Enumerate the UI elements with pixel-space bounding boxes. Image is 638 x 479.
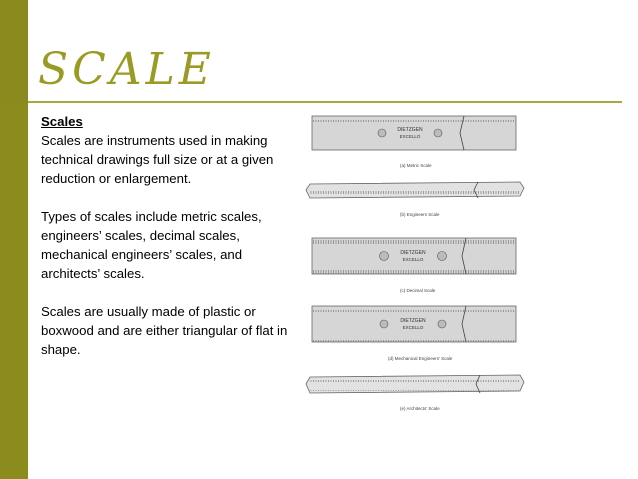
accent-sidebar-top	[0, 0, 28, 102]
figure-caption: (b) Engineers Scale	[400, 212, 440, 217]
slide-body	[41, 112, 291, 378]
body-paragraph-2: Types of scales include metric scales, engineers’ scales, decimal scales, mechanical engineers’ scales, and architects’ scales.	[41, 209, 262, 281]
body-paragraph-3: Scales are usually made of plastic or boxwood and are either triangular of flat in shape.	[41, 304, 288, 357]
slide-title: SCALE	[38, 44, 215, 95]
section-heading: Scales	[41, 114, 83, 129]
engineers-scale-image	[306, 182, 524, 198]
scales-illustration	[288, 110, 538, 420]
figure-caption: (e) Architects' Scale	[400, 406, 440, 411]
brand-label: DIETZGEN	[400, 318, 426, 324]
metric-scale-image	[312, 116, 516, 150]
mechanical-engineers-scale-image	[312, 306, 516, 342]
decimal-scale-image	[312, 238, 516, 274]
brand-label: EXCELLO	[402, 325, 424, 330]
figure-caption: (c) Decimal Scale	[400, 288, 436, 293]
body-paragraph-1: Scales are instruments used in making technical drawings full size or at a given reduction or enlargement.	[41, 133, 274, 186]
figure-caption: (a) Metric Scale	[400, 163, 432, 168]
brand-label: EXCELLO	[402, 257, 424, 262]
brand-label: EXCELLO	[399, 134, 421, 139]
brand-label: DIETZGEN	[400, 250, 426, 256]
figure-caption: (d) Mechanical Engineers' Scale	[388, 356, 453, 361]
brand-label: DIETZGEN	[397, 127, 423, 133]
title-divider	[28, 101, 622, 103]
architects-scale-image	[306, 375, 524, 393]
